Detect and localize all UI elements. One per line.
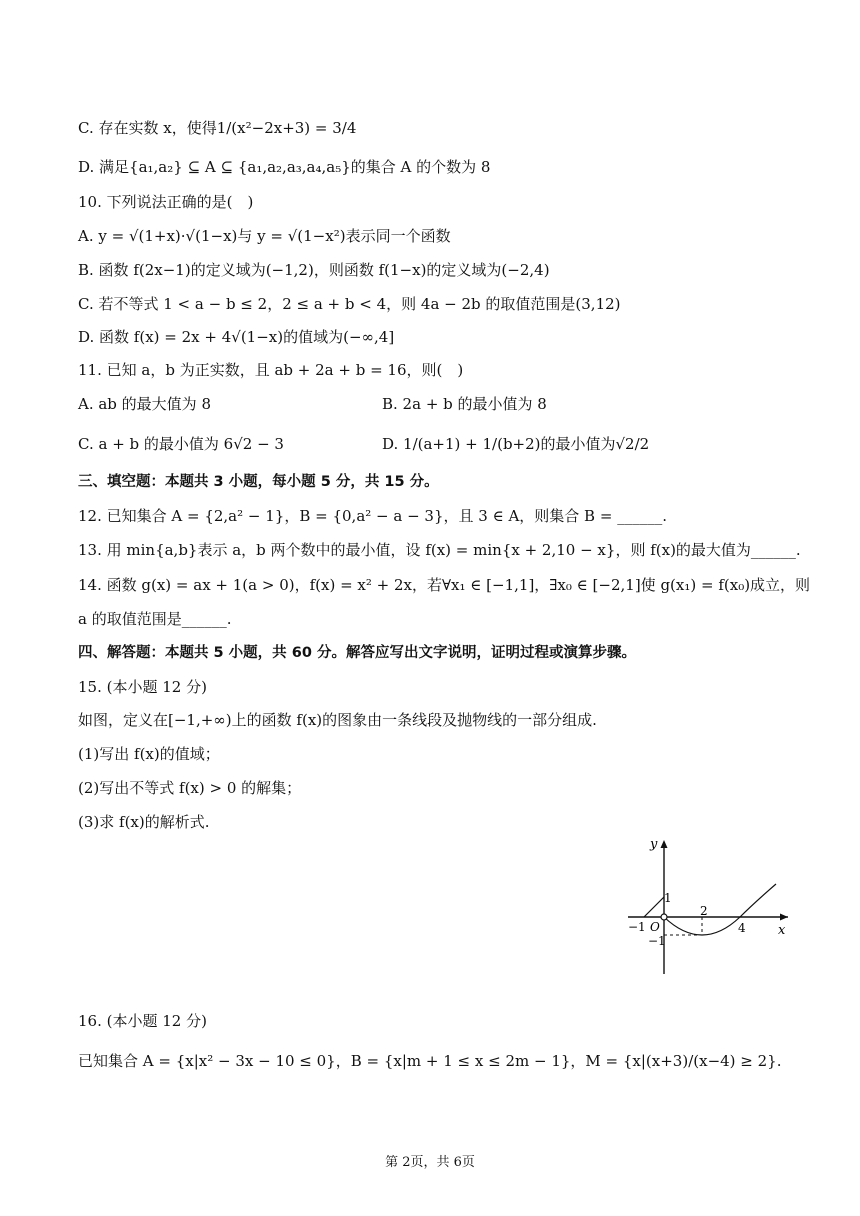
q9-option-c: C. 存在实数 x，使得1/(x²−2x+3) = 3/4 [78,119,357,137]
y-neg-one-label: −1 [648,934,666,948]
q11-option-a: A. ab 的最大值为 8 [78,395,211,413]
q15-heading: 15. (本小题 12 分) [78,678,207,696]
q15-part-3: (3)求 f(x)的解析式. [78,813,210,831]
q11-option-d: D. 1/(a+1) + 1/(b+2)的最小值为√2/2 [382,435,650,453]
y-axis-label: y [650,837,658,852]
q14-text-line1: 14. 函数 g(x) = ax + 1(a > 0)，f(x) = x² + 2x，若∀x₁ ∈ [−1,1]，∃x₀ ∈ [−2,1]使 g(x₁) = f(x₀)成立，则 [78,576,811,594]
q15-intro: 如图，定义在[−1,+∞)上的函数 f(x)的图象由一条线段及抛物线的一部分组成. [78,711,597,729]
q10-option-c: C. 若不等式 1 < a − b ≤ 2，2 ≤ a + b < 4，则 4a − 2b 的取值范围是(3,12) [78,295,621,313]
section-3-heading: 三、填空题：本题共 3 小题，每小题 5 分，共 15 分。 [78,474,439,490]
y-one-label: 1 [664,891,672,905]
x-axis-label: x [778,923,786,938]
section-4-heading: 四、解答题：本题共 5 小题，共 60 分。解答应写出文字说明，证明过程或演算步骤。 [78,645,636,661]
q11-option-c: C. a + b 的最小值为 6√2 − 3 [78,435,284,453]
q15-part-2: (2)写出不等式 f(x) > 0 的解集； [78,779,302,797]
x-axis-arrow [780,914,788,921]
q15-part-1: (1)写出 f(x)的值域； [78,745,220,763]
x-four-label: 4 [738,921,746,935]
q11-stem: 11. 已知 a，b 为正实数，且 ab + 2a + b = 16，则( ) [78,361,464,379]
page-footer: 第 2页，共 6页 [385,1155,475,1170]
q13-text: 13. 用 min{a,b}表示 a，b 两个数中的最小值，设 f(x) = min{x + 2,10 − x}，则 f(x)的最大值为______. [78,541,801,559]
q10-option-a: A. y = √(1+x)·√(1−x)与 y = √(1−x²)表示同一个函数 [78,227,451,245]
function-graph [620,832,800,982]
q10-option-b: B. 函数 f(2x−1)的定义域为(−1,2)，则函数 f(1−x)的定义域为(−2,4) [78,261,550,279]
q10-option-d: D. 函数 f(x) = 2x + 4√(1−x)的值域为(−∞,4] [78,328,395,346]
parabola [664,884,776,935]
x-neg-one-label: −1 [628,920,646,934]
q10-stem: 10. 下列说法正确的是( ) [78,193,254,211]
line-segment [644,897,664,917]
q16-text: 已知集合 A = {x|x² − 3x − 10 ≤ 0}，B = {x|m + 1 ≤ x ≤ 2m − 1}，M = {x|(x+3)/(x−4) ≥ 2}. [78,1052,782,1070]
q12-text: 12. 已知集合 A = {2,a² − 1}，B = {0,a² − a − 3}，且 3 ∈ A，则集合 B = ______. [78,507,667,525]
q11-option-b: B. 2a + b 的最小值为 8 [382,395,547,413]
x-two-label: 2 [700,904,708,918]
q16-heading: 16. (本小题 12 分) [78,1012,207,1030]
q14-text-line2: a 的取值范围是______. [78,610,232,628]
origin-label: O [650,920,660,934]
y-axis-arrow [661,840,668,848]
q9-option-d: D. 满足{a₁,a₂} ⊆ A ⊆ {a₁,a₂,a₃,a₄,a₅}的集合 A 的个数为 8 [78,158,491,176]
open-circle-origin [661,914,667,920]
